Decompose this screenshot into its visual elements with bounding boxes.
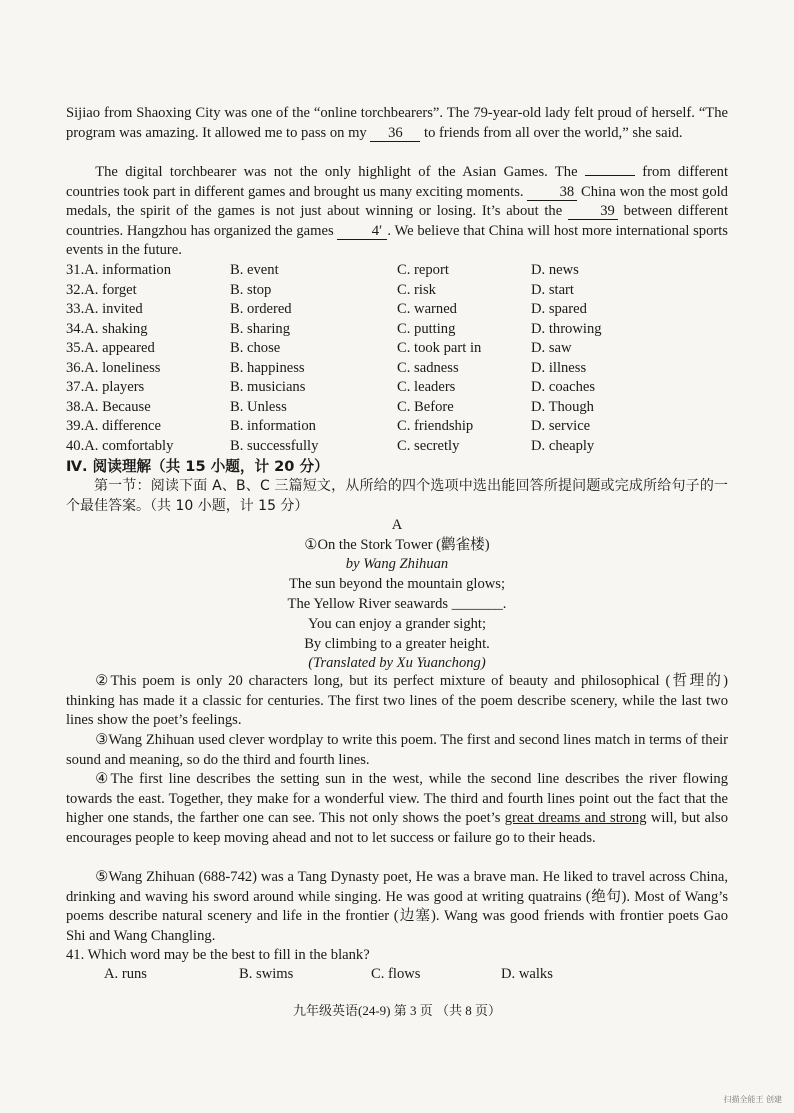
option-c: C. warned [397, 301, 457, 317]
option-c: C. secretly [397, 437, 460, 454]
option-a: 38.A. Because [66, 398, 151, 415]
text: from different countries took part in different games and brought us many exciting moments. [66, 164, 728, 200]
poem-line-1: The sun beyond the mountain glows; [288, 576, 506, 592]
passage-paragraph-2 [66, 163, 728, 261]
option-b: B. happiness [230, 359, 305, 376]
text: to friends from all over the world,” she said. [420, 124, 683, 141]
scanner-watermark: 扫描全能王 创建 [723, 1095, 782, 1104]
blank-39: 39 [568, 204, 618, 220]
paragraph-5: ⑤Wang Zhihuan (688-742) was a Tang Dynasty poet, He was a brave man. He liked to travel across China, drinking and waving his sword around while singing. He was good at writing quatrains (绝句). Most of Wang’s poems describe natural scenery and life in the frontier (边塞). Wang was good friends with frontier poets Gao Shi and Wang Changling. [66, 869, 728, 944]
option-a: 37.A. players [66, 379, 145, 395]
text: . We believe that China will host more international sports events in the future. [66, 222, 728, 259]
text: will, but also encourages people to keep moving ahead and not to let success or failure go to their heads. [66, 810, 728, 846]
poem-line-4: By climbing to a greater height. [304, 636, 490, 652]
blank-40: 4′ [337, 224, 387, 240]
blank-36: 36 [370, 126, 420, 142]
section-instruction: 第一节：阅读下面 A、B、C 三篇短文，从所给的四个选项中选出能回答所提问题或完成所给句子的一个最佳答案。（共 10 小题，计 15 分） [66, 478, 728, 514]
blank-38: 38 [527, 185, 577, 201]
option-c: C. Before [397, 398, 454, 415]
paragraph-4 [66, 770, 728, 848]
poem-line-3: You can enjoy a grander sight; [307, 616, 487, 632]
option-d: D. spared [531, 301, 587, 317]
blank-37 [585, 175, 635, 176]
option-row-40 [66, 437, 728, 457]
option-b: B. information [230, 418, 316, 434]
option-d: D. news [531, 262, 579, 278]
paragraph-2: ②This poem is only 20 characters long, but its perfect mixture of beauty and philosophical (哲理的) thinking has made it a classic for centuries. The first two lines of the poem describe scenery, while the last two lines show the poet’s feelings. [66, 673, 728, 729]
q41-option-b: B. swims [239, 966, 294, 982]
option-row-38 [66, 398, 728, 418]
option-row-36 [66, 359, 728, 379]
option-b: B. event [230, 262, 279, 278]
text: The digital torchbearer was not the only highlight of the Asian Games. The [95, 164, 585, 180]
text: China won the most gold medals, the spirit of the games is not just about winning or losing. It’s about the [66, 183, 728, 220]
option-c: C. risk [397, 281, 436, 298]
option-a: 35.A. appeared [66, 340, 155, 356]
option-row-37 [66, 378, 728, 398]
option-row-39 [66, 417, 728, 437]
option-b: B. musicians [230, 379, 306, 395]
passage-label: A [391, 517, 403, 533]
poem-author: by Wang Zhihuan [345, 556, 449, 572]
poem-translator: (Translated by Xu Yuanchong) [308, 655, 486, 671]
text: between different countries. Hangzhou has organized the games [66, 203, 728, 239]
text: Sijiao from Shaoxing City was one of the “online torchbearers”. The 79-year-old lady felt proud of herself. “The program was amazing. It allowed me to pass on my [66, 105, 728, 141]
option-b: B. ordered [230, 301, 292, 317]
poem-title: ①On the Stork Tower (鹳雀楼) [304, 537, 490, 553]
option-d: D. cheaply [531, 437, 595, 454]
q41-option-a: A. runs [104, 966, 147, 982]
passage-paragraph-1 [66, 104, 728, 143]
option-d: D. coaches [531, 379, 596, 395]
option-row-32 [66, 281, 728, 301]
option-c: C. leaders [397, 379, 456, 395]
option-c: C. took part in [397, 340, 482, 356]
section-heading: Ⅳ. 阅读理解（共 15 小题，计 20 分） [66, 458, 329, 475]
option-b: B. successfully [230, 437, 319, 454]
option-b: B. Unless [230, 398, 287, 415]
underlined-phrase: great dreams and strong [504, 810, 647, 827]
option-a: 31.A. information [66, 262, 171, 278]
option-a: 39.A. difference [66, 418, 161, 434]
option-c: C. friendship [397, 418, 474, 434]
option-b: B. sharing [230, 320, 290, 337]
option-row-35 [66, 339, 728, 359]
q41-option-c: C. flows [371, 966, 421, 982]
poem-line-2: The Yellow River seawards _______. [287, 596, 507, 612]
paragraph-3: ③Wang Zhihuan used clever wordplay to write this poem. The first and second lines match in terms of their sound and meaning, so do the third and fourth lines. [66, 732, 728, 768]
option-c: C. putting [397, 320, 456, 337]
option-a: 40.A. comfortably [66, 437, 174, 454]
option-b: B. chose [230, 340, 281, 356]
option-a: 32.A. forget [66, 281, 137, 298]
q41-option-d: D. walks [501, 966, 553, 982]
option-row-31 [66, 261, 728, 281]
option-a: 36.A. loneliness [66, 359, 161, 376]
text: ④The first line describes the setting sun in the west, while the second line describes the river flowing towards the east. Together, they make for a wonderful view. The third and fourth lines point out the fact that the higher one stands, the farther one can see. This not only shows the poet’s [66, 771, 728, 827]
option-d: D. service [531, 418, 591, 434]
option-a: 33.A. invited [66, 301, 143, 317]
option-d: D. throwing [531, 320, 602, 337]
question-41-stem: 41. Which word may be the best to fill in the blank? [66, 947, 370, 963]
option-row-34 [66, 320, 728, 340]
option-d: D. illness [531, 359, 587, 376]
option-c: C. report [397, 262, 449, 278]
option-b: B. stop [230, 281, 272, 298]
options-table [66, 261, 728, 456]
option-d: D. saw [531, 340, 572, 356]
option-a: 34.A. shaking [66, 320, 148, 337]
page-footer: 九年级英语(24-9) 第 3 页 （共 8 页） [293, 1003, 501, 1018]
option-row-33 [66, 300, 728, 320]
option-d: D. Though [531, 398, 594, 415]
option-d: D. start [531, 281, 574, 298]
option-c: C. sadness [397, 359, 459, 376]
